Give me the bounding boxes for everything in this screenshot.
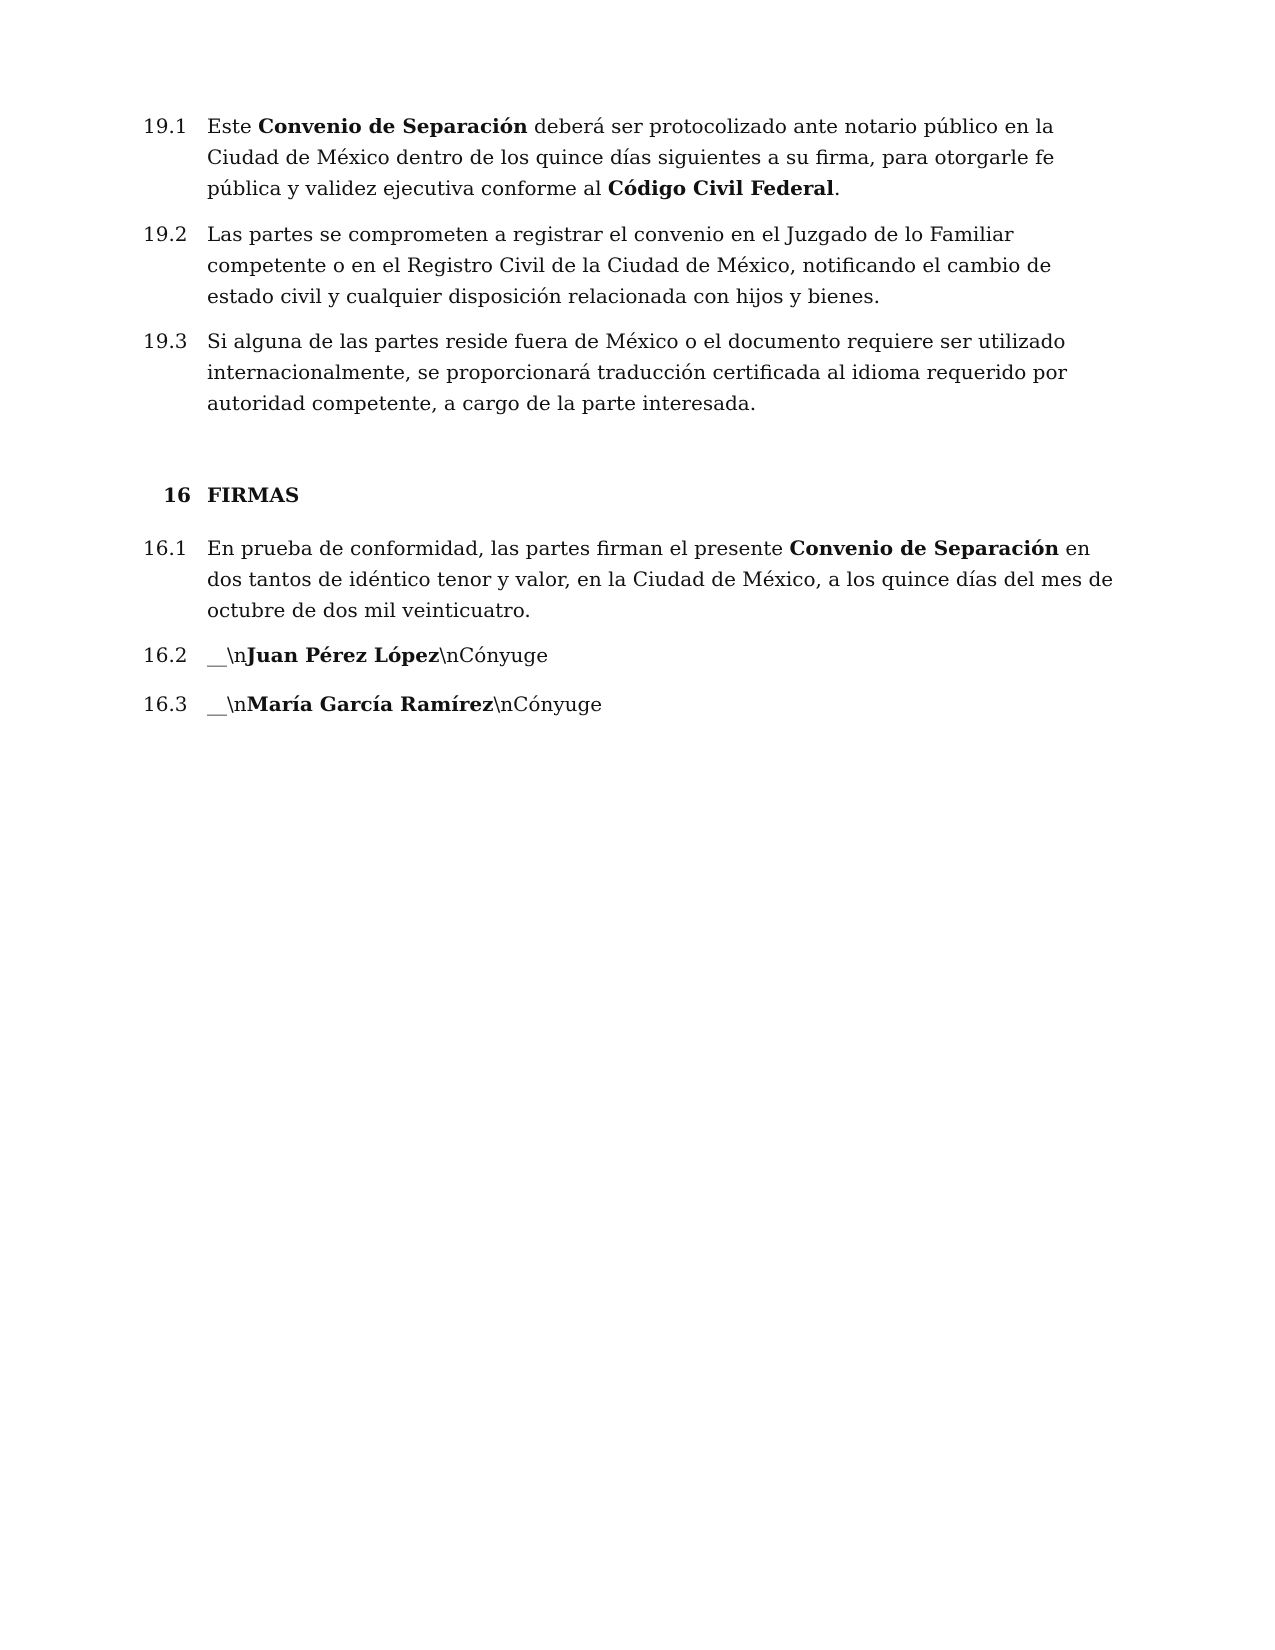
section-heading-firmas (143, 483, 299, 507)
clause-number: 19.1 (143, 114, 188, 138)
clause-text: Si alguna de las partes reside fuera de México o el documento requiere ser utilizado internacionalmente, se proporcionará traducción certificada al idioma requerido por autoridad competente, a cargo de la parte interesada. (207, 329, 1068, 415)
clause-19-1 (143, 111, 1123, 204)
clause-19-2 (143, 219, 1123, 312)
section-number: 16 (163, 483, 191, 507)
signature-text: __\nJuan Pérez López\nCónyuge (207, 643, 549, 667)
signature-line-2 (143, 689, 1123, 720)
clause-text: En prueba de conformidad, las partes firman el presente Convenio de Separación en dos tantos de idéntico tenor y valor, en la Ciudad de México, a los quince días del mes de octubre de dos mil veinticuatro. (207, 536, 1114, 622)
signatory-name: María García Ramírez (246, 692, 494, 716)
clause-19-3 (143, 326, 1123, 419)
section-title: FIRMAS (207, 483, 300, 507)
signatory-name: Juan Pérez López (246, 643, 440, 667)
clause-number: 16.3 (143, 692, 188, 716)
clause-number: 19.3 (143, 329, 188, 353)
signature-text: __\nMaría García Ramírez\nCónyuge (207, 692, 603, 716)
clause-number: 16.1 (143, 536, 188, 560)
clause-text: Las partes se comprometen a registrar el convenio en el Juzgado de lo Familiar competente o en el Registro Civil de la Ciudad de México, notificando el cambio de estado civil y cualquier disposición relacionada con hijos y bienes. (207, 222, 1052, 308)
clause-text: Este Convenio de Separación deberá ser protocolizado ante notario público en la Ciudad de México dentro de los quince días siguientes a su firma, para otorgarle fe pública y validez ejecutiva conforme al Código Civil Federal. (207, 114, 1055, 200)
signature-line-1 (143, 640, 1123, 671)
clause-16-1 (143, 533, 1123, 626)
clause-number: 19.2 (143, 222, 188, 246)
clause-number: 16.2 (143, 643, 188, 667)
